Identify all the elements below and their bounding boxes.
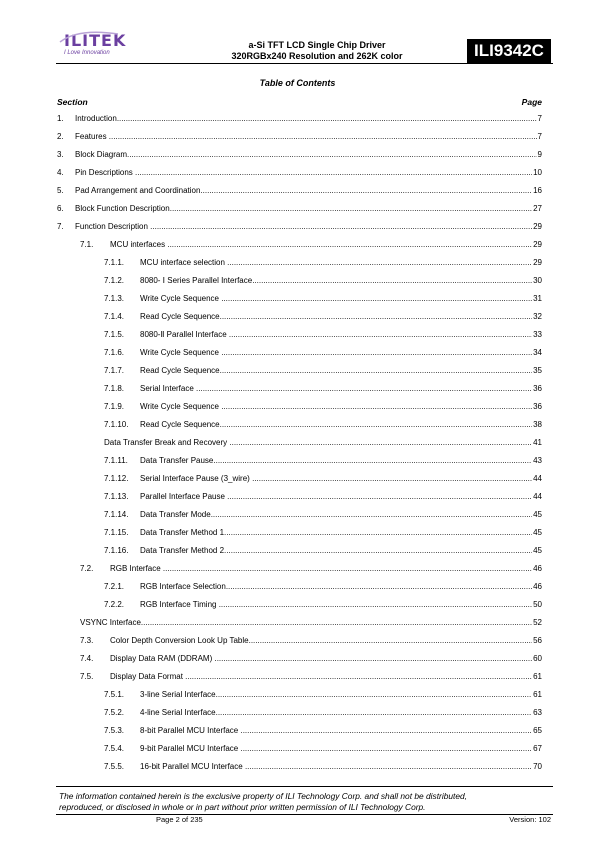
header-divider bbox=[56, 63, 553, 64]
toc-page-heading: Page bbox=[521, 97, 542, 107]
toc-entry-number: 6. bbox=[57, 204, 64, 213]
toc-entry[interactable] bbox=[57, 185, 542, 197]
toc-entry[interactable] bbox=[104, 581, 542, 593]
toc-entry[interactable] bbox=[104, 509, 542, 521]
toc-entry-title: 3-line Serial Interface bbox=[140, 690, 216, 699]
toc-entry[interactable] bbox=[104, 455, 542, 467]
toc-entry[interactable] bbox=[57, 221, 542, 233]
toc-entry-page: 46 bbox=[533, 582, 542, 591]
toc-entry-page: 56 bbox=[533, 636, 542, 645]
toc-entry-page: 45 bbox=[533, 510, 542, 519]
toc-dot-leader bbox=[240, 743, 532, 755]
toc-entry-number: 7.3. bbox=[80, 636, 94, 645]
toc-entry[interactable] bbox=[104, 275, 542, 287]
toc-dot-leader bbox=[220, 419, 532, 431]
toc-entry-number: 7.1.14. bbox=[104, 510, 129, 519]
toc-entry-number: 7.4. bbox=[80, 654, 94, 663]
toc-entry[interactable] bbox=[104, 437, 542, 449]
toc-entry-number: 7.1.10. bbox=[104, 420, 129, 429]
logo-swoosh-icon bbox=[58, 30, 148, 44]
toc-entry-title: 8080- Ⅰ Series Parallel Interface bbox=[140, 276, 253, 285]
page-number: Page 2 of 235 bbox=[156, 815, 203, 824]
toc-entry-page: 52 bbox=[533, 618, 542, 627]
toc-entry[interactable] bbox=[104, 329, 542, 341]
toc-entry[interactable] bbox=[104, 419, 542, 431]
toc-dot-leader bbox=[216, 707, 533, 719]
footer-divider-2 bbox=[56, 814, 553, 815]
toc-entry-page: 27 bbox=[533, 204, 542, 213]
toc-entry-title: 8-bit Parallel MCU Interface bbox=[140, 726, 241, 735]
toc-dot-leader bbox=[220, 311, 532, 323]
toc-dot-leader bbox=[135, 167, 532, 179]
toc-entry[interactable] bbox=[104, 743, 542, 755]
toc-entry-title: 4-line Serial Interface bbox=[140, 708, 216, 717]
toc-entry[interactable] bbox=[104, 707, 542, 719]
toc-dot-leader bbox=[224, 545, 532, 557]
toc-dot-leader bbox=[221, 347, 532, 359]
toc-dot-leader bbox=[141, 617, 532, 629]
toc-entry-page: 46 bbox=[533, 564, 542, 573]
toc-entry[interactable] bbox=[104, 725, 542, 737]
toc-entry[interactable] bbox=[57, 113, 542, 125]
document-header-title bbox=[200, 40, 434, 62]
toc-dot-leader bbox=[229, 437, 532, 449]
toc-entry[interactable] bbox=[104, 311, 542, 323]
toc-entry[interactable] bbox=[104, 689, 542, 701]
toc-entry[interactable] bbox=[104, 527, 542, 539]
toc-entry-title: RGB Interface Timing bbox=[140, 600, 219, 609]
toc-entry-page: 29 bbox=[533, 240, 542, 249]
toc-entry-page: 41 bbox=[533, 438, 542, 447]
toc-entry-number: 7.2.1. bbox=[104, 582, 125, 591]
confidentiality-notice bbox=[59, 791, 553, 813]
toc-entry-page: 16 bbox=[533, 186, 542, 195]
toc-entry-number: 3. bbox=[57, 150, 64, 159]
toc-dot-leader bbox=[221, 401, 532, 413]
toc-entry[interactable] bbox=[80, 635, 542, 647]
toc-dot-leader bbox=[211, 509, 532, 521]
toc-entry-title: RGB Interface Selection bbox=[140, 582, 226, 591]
toc-dot-leader bbox=[170, 203, 532, 215]
toc-dot-leader bbox=[252, 473, 532, 485]
toc-dot-leader bbox=[227, 257, 532, 269]
toc-dot-leader bbox=[226, 581, 532, 593]
toc-dot-leader bbox=[127, 149, 537, 161]
toc-entry[interactable] bbox=[104, 257, 542, 269]
toc-entry-number: 7.1.13. bbox=[104, 492, 129, 501]
toc-entry-title: Write Cycle Sequence bbox=[140, 402, 222, 411]
toc-entry[interactable] bbox=[104, 599, 542, 611]
toc-entry-title: 9-bit Parallel MCU Interface bbox=[140, 744, 241, 753]
toc-dot-leader bbox=[240, 725, 532, 737]
toc-dot-leader bbox=[245, 761, 532, 773]
toc-entry-page: 31 bbox=[533, 294, 542, 303]
company-logo bbox=[64, 33, 126, 56]
toc-entry-number: 7.1. bbox=[80, 240, 94, 249]
toc-entry-title: Function Description bbox=[75, 222, 151, 231]
toc-title: Table of Contents bbox=[259, 78, 336, 88]
header-title-line2: 320RGBx240 Resolution and 262K color bbox=[231, 51, 403, 61]
toc-entry-page: 44 bbox=[533, 492, 542, 501]
toc-entry-page: 61 bbox=[533, 690, 542, 699]
toc-entry-title: Features bbox=[75, 132, 109, 141]
toc-entry[interactable] bbox=[80, 563, 542, 575]
toc-entry-number: 4. bbox=[57, 168, 64, 177]
toc-dot-leader bbox=[167, 239, 532, 251]
toc-entry-number: 7.1.2. bbox=[104, 276, 125, 285]
toc-entry-title: Serial Interface bbox=[140, 384, 197, 393]
toc-entry[interactable] bbox=[80, 653, 542, 665]
logo-tagline: I Love Innovation bbox=[64, 50, 110, 56]
toc-entry-page: 44 bbox=[533, 474, 542, 483]
toc-entry-page: 60 bbox=[533, 654, 542, 663]
toc-entry-title: Block Function Description bbox=[75, 204, 170, 213]
toc-entry-title: Display Data Format bbox=[110, 672, 186, 681]
part-number-badge: ILI9342C bbox=[467, 39, 551, 63]
toc-entry-page: 32 bbox=[533, 312, 542, 321]
toc-entry-title: Pad Arrangement and Coordination bbox=[75, 186, 201, 195]
toc-entry-number: 2. bbox=[57, 132, 64, 141]
document-version: Version: 102 bbox=[509, 815, 551, 824]
toc-entry-page: 65 bbox=[533, 726, 542, 735]
toc-section-heading: Section bbox=[57, 97, 88, 107]
toc-entry-number: 7.1.1. bbox=[104, 258, 125, 267]
toc-entry-number: 7.5. bbox=[80, 672, 94, 681]
toc-entry[interactable] bbox=[104, 473, 542, 485]
toc-entry-title: Block Diagram bbox=[75, 150, 128, 159]
toc-entry-title: Write Cycle Sequence bbox=[140, 348, 222, 357]
toc-entry-number: 7.1.9. bbox=[104, 402, 125, 411]
toc-entry-number: 7.1.4. bbox=[104, 312, 125, 321]
toc-dot-leader bbox=[220, 365, 532, 377]
toc-entry-number: 7. bbox=[57, 222, 64, 231]
toc-entry[interactable] bbox=[104, 347, 542, 359]
toc-entry-title: MCU interfaces bbox=[110, 240, 168, 249]
toc-entry-number: 7.1.16. bbox=[104, 546, 129, 555]
toc-entry[interactable] bbox=[104, 293, 542, 305]
toc-entry-page: 9 bbox=[537, 150, 542, 159]
toc-entry-page: 63 bbox=[533, 708, 542, 717]
toc-entry-number: 7.5.2. bbox=[104, 708, 125, 717]
toc-entry-title: 16-bit Parallel MCU Interface bbox=[140, 762, 245, 771]
toc-entry-page: 34 bbox=[533, 348, 542, 357]
toc-entry-number: 7.1.7. bbox=[104, 366, 125, 375]
toc-dot-leader bbox=[229, 329, 532, 341]
toc-entry-page: 29 bbox=[533, 222, 542, 231]
toc-entry[interactable] bbox=[104, 545, 542, 557]
toc-entry-title: Read Cycle Sequence bbox=[140, 366, 220, 375]
toc-entry-page: 61 bbox=[533, 672, 542, 681]
toc-dot-leader bbox=[213, 455, 532, 467]
toc-dot-leader bbox=[252, 275, 532, 287]
toc-entry-page: 29 bbox=[533, 258, 542, 267]
toc-dot-leader bbox=[249, 635, 532, 647]
toc-entry-number: 1. bbox=[57, 114, 64, 123]
toc-entry-page: 7 bbox=[537, 114, 542, 123]
toc-entry-title: Data Transfer Method 2 bbox=[140, 546, 225, 555]
toc-entry-number: 7.5.3. bbox=[104, 726, 125, 735]
toc-entry-page: 36 bbox=[533, 402, 542, 411]
toc-entry-title: Write Cycle Sequence bbox=[140, 294, 222, 303]
toc-entry-number: 7.1.11. bbox=[104, 456, 128, 465]
toc-entry-number: 7.1.3. bbox=[104, 294, 125, 303]
toc-dot-leader bbox=[150, 221, 532, 233]
toc-entry-title: Pin Descriptions bbox=[75, 168, 136, 177]
toc-entry-number: 7.5.1. bbox=[104, 690, 125, 699]
toc-entry-page: 70 bbox=[533, 762, 542, 771]
toc-entry-page: 45 bbox=[533, 546, 542, 555]
toc-dot-leader bbox=[216, 689, 533, 701]
toc-entry[interactable] bbox=[104, 401, 542, 413]
notice-line-2: reproduced, or disclosed in whole or in part without prior written permission of ILI Technology Corp. bbox=[59, 802, 426, 812]
toc-dot-leader bbox=[221, 293, 532, 305]
toc-dot-leader bbox=[214, 653, 532, 665]
toc-entry-title: Data Transfer Break and Recovery bbox=[104, 438, 230, 447]
toc-entry-title: Data Transfer Mode bbox=[140, 510, 211, 519]
toc-entry-title: Display Data RAM (DDRAM) bbox=[110, 654, 215, 663]
toc-entry-number: 7.5.4. bbox=[104, 744, 125, 753]
toc-entry[interactable] bbox=[104, 491, 542, 503]
toc-entry-page: 67 bbox=[533, 744, 542, 753]
toc-entry[interactable] bbox=[104, 761, 542, 773]
toc-entry[interactable] bbox=[57, 167, 542, 179]
toc-entry-title: VSYNC Interface bbox=[80, 618, 141, 627]
toc-entry[interactable] bbox=[57, 203, 542, 215]
toc-entry-title: Read Cycle Sequence bbox=[140, 420, 220, 429]
toc-entry-page: 7 bbox=[537, 132, 542, 141]
toc-entry-title: 8080-Ⅱ Parallel Interface bbox=[140, 330, 229, 339]
toc-entry-page: 33 bbox=[533, 330, 542, 339]
toc-dot-leader bbox=[196, 383, 532, 395]
toc-entry[interactable] bbox=[57, 149, 542, 161]
toc-entry-number: 5. bbox=[57, 186, 64, 195]
footer-divider bbox=[56, 786, 553, 787]
logo-wordmark: ILITEK bbox=[64, 31, 127, 50]
toc-entry[interactable] bbox=[80, 239, 542, 251]
toc-entry-title: MCU interface selection bbox=[140, 258, 228, 267]
header-title-line1: a-Si TFT LCD Single Chip Driver bbox=[248, 40, 386, 50]
toc-entry-page: 30 bbox=[533, 276, 542, 285]
toc-dot-leader bbox=[200, 185, 532, 197]
toc-entry-title: Color Depth Conversion Look Up Table bbox=[110, 636, 249, 645]
toc-entry[interactable] bbox=[104, 365, 542, 377]
toc-dot-leader bbox=[224, 527, 532, 539]
toc-entry-page: 45 bbox=[533, 528, 542, 537]
toc-dot-leader bbox=[219, 599, 532, 611]
toc-entry-title: Parallel Interface Pause bbox=[140, 492, 228, 501]
toc-entry-title: Data Transfer Pause bbox=[140, 456, 214, 465]
toc-dot-leader bbox=[163, 563, 532, 575]
toc-entry-number: 7.5.5. bbox=[104, 762, 125, 771]
toc-entry-title: Data Transfer Method 1 bbox=[140, 528, 225, 537]
toc-entry-number: 7.1.6. bbox=[104, 348, 125, 357]
toc-dot-leader bbox=[227, 491, 532, 503]
toc-entry-page: 10 bbox=[533, 168, 542, 177]
toc-entry[interactable] bbox=[80, 671, 542, 683]
toc-entry-number: 7.2.2. bbox=[104, 600, 125, 609]
notice-line-1: The information contained herein is the exclusive property of ILI Technology Corp. and shall not be distributed, bbox=[59, 791, 467, 801]
toc-entry-title: Introduction bbox=[75, 114, 117, 123]
toc-entry[interactable] bbox=[57, 131, 542, 143]
toc-entry-title: RGB Interface bbox=[110, 564, 163, 573]
toc-entry-number: 7.1.5. bbox=[104, 330, 125, 339]
toc-entry-page: 38 bbox=[533, 420, 542, 429]
toc-entry-number: 7.2. bbox=[80, 564, 94, 573]
toc-dot-leader bbox=[109, 131, 537, 143]
toc-entry-page: 35 bbox=[533, 366, 542, 375]
toc-dot-leader bbox=[117, 113, 537, 125]
toc-entry-title: Read Cycle Sequence bbox=[140, 312, 220, 321]
toc-entry-number: 7.1.8. bbox=[104, 384, 125, 393]
toc-entry-page: 50 bbox=[533, 600, 542, 609]
toc-entry[interactable] bbox=[80, 617, 542, 629]
toc-entry[interactable] bbox=[104, 383, 542, 395]
toc-entry-page: 36 bbox=[533, 384, 542, 393]
toc-entry-page: 43 bbox=[533, 456, 542, 465]
toc-dot-leader bbox=[185, 671, 532, 683]
toc-entry-number: 7.1.15. bbox=[104, 528, 129, 537]
toc-entry-title: Serial Interface Pause (3_wire) bbox=[140, 474, 253, 483]
toc-entry-number: 7.1.12. bbox=[104, 474, 129, 483]
